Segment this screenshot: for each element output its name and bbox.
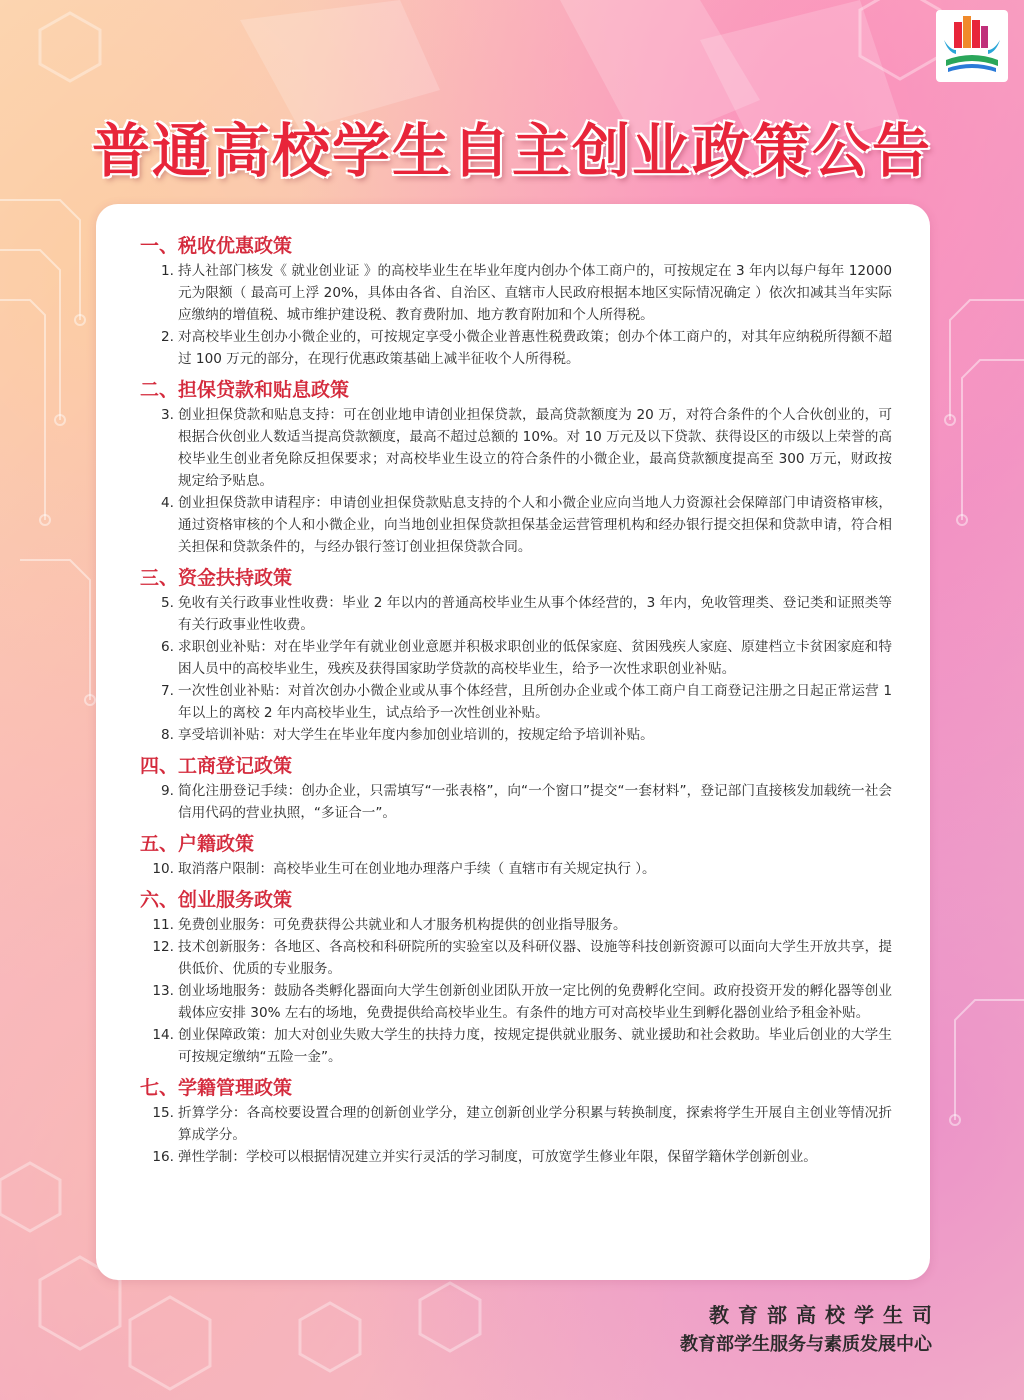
page-title: 普通高校学生自主创业政策公告 — [91, 117, 932, 185]
list-item — [140, 1024, 892, 1068]
item-text: 创业场地服务：鼓励各类孵化器面向大学生创新创业团队开放一定比例的免费孵化空间。政府投资开发的孵化器等创业载体应安排 30% 左右的场地，免费提供给高校毕业生。有条件的地方可对高校毕业生到孵化器创业给予租金补贴。 — [178, 983, 892, 1021]
list-item — [140, 260, 892, 326]
item-text: 免费创业服务：可免费获得公共就业和人才服务机构提供的创业指导服务。 — [178, 917, 627, 933]
list-item — [140, 592, 892, 636]
item-text: 简化注册登记手续：创办企业，只需填写“一张表格”，向“一个窗口”提交“一套材料”，登记部门直接核发加载统一社会信用代码的营业执照，“多证合一”。 — [178, 783, 892, 821]
item-number: 15. — [152, 1105, 174, 1121]
list-item — [140, 1102, 892, 1146]
item-number: 14. — [152, 1027, 174, 1043]
section-heading: 五、户籍政策 — [140, 833, 255, 855]
item-text: 免收有关行政事业性收费：毕业 2 年以内的普通高校毕业生从事个体经营的，3 年内，免收管理类、登记类和证照类等有关行政事业性收费。 — [178, 595, 892, 633]
list-item — [140, 636, 892, 680]
item-text: 创业担保贷款申请程序：申请创业担保贷款贴息支持的个人和小微企业应向当地人力资源社会保障部门申请资格审核，通过资格审核的个人和小微企业，向当地创业担保贷款担保基金运营管理机构和经办银行提交担保和贷款申请，符合相关担保和贷款条件的，与经办银行签订创业担保贷款合同。 — [178, 495, 892, 555]
item-number: 1. — [161, 263, 174, 279]
list-item — [140, 780, 892, 824]
item-number: 6. — [161, 639, 174, 655]
item-number: 9. — [161, 783, 174, 799]
list-item — [140, 914, 892, 936]
logo — [936, 10, 1008, 82]
section-heading: 三、资金扶持政策 — [140, 567, 293, 589]
item-number: 3. — [161, 407, 174, 423]
item-text: 弹性学制：学校可以根据情况建立并实行灵活的学习制度，可放宽学生修业年限，保留学籍休学创新创业。 — [178, 1149, 817, 1165]
item-text: 折算学分：各高校要设置合理的创新创业学分，建立创新创业学分积累与转换制度，探索将学生开展自主创业等情况折算成学分。 — [178, 1105, 892, 1143]
issuer-line-1: 教育部高校学生司 — [709, 1303, 941, 1327]
list-item — [140, 936, 892, 980]
section-heading: 四、工商登记政策 — [140, 755, 293, 777]
policy-list — [140, 232, 892, 1168]
item-text: 一次性创业补贴：对首次创办小微企业或从事个体经营，且所创办企业或个体工商户自工商登记注册之日起正常运营 1 年以上的离校 2 年内高校毕业生，试点给予一次性创业补贴。 — [178, 683, 892, 721]
item-number: 16. — [152, 1149, 174, 1165]
item-number: 8. — [161, 727, 174, 743]
item-text: 创业担保贷款和贴息支持：可在创业地申请创业担保贷款，最高贷款额度为 20 万，对符合条件的个人合伙创业的，可根据合伙创业人数适当提高贷款额度，最高不超过总额的 10%。对 10 万元及以下贷款、获得设区的市级以上荣誉的高校毕业生创业者免除反担保要求；对高校毕业生设立的符合条件的小微企业，最高贷款额度提高至 300 万元，财政按规定给予贴息。 — [178, 407, 892, 489]
list-item — [140, 326, 892, 370]
list-item — [140, 1146, 892, 1168]
list-item — [140, 680, 892, 724]
list-item — [140, 492, 892, 558]
item-text: 持人社部门核发《 就业创业证 》的高校毕业生在毕业年度内创办个体工商户的，可按规定在 3 年内以每户每年 12000 元为限额（ 最高可上浮 20%，具体由各省、自治区、直辖市人民政府根据本地区实际情况确定 ）依次扣减其当年实际应缴纳的增值税、城市维护建设税、教育费附加、地方教育附加和个人所得税。 — [178, 263, 892, 323]
city-logo-icon — [936, 10, 1008, 82]
item-number: 13. — [152, 983, 174, 999]
section-heading: 七、学籍管理政策 — [140, 1077, 293, 1099]
item-text: 取消落户限制：高校毕业生可在创业地办理落户手续（ 直辖市有关规定执行 ）。 — [178, 861, 656, 877]
item-number: 12. — [152, 939, 174, 955]
section-heading: 六、创业服务政策 — [140, 889, 293, 911]
item-number: 4. — [161, 495, 174, 511]
item-number: 2. — [161, 329, 174, 345]
item-text: 技术创新服务：各地区、各高校和科研院所的实验室以及科研仪器、设施等科技创新资源可以面向大学生开放共享，提供低价、优质的专业服务。 — [178, 939, 892, 977]
item-text: 创业保障政策：加大对创业失败大学生的扶持力度，按规定提供就业服务、就业援助和社会救助。毕业后创业的大学生可按规定缴纳“五险一金”。 — [178, 1027, 892, 1065]
item-number: 7. — [161, 683, 174, 699]
list-item — [140, 858, 892, 880]
issuer-line-2: 教育部学生服务与素质发展中心 — [680, 1334, 932, 1355]
list-item — [140, 980, 892, 1024]
item-text: 求职创业补贴：对在毕业学年有就业创业意愿并积极求职创业的低保家庭、贫困残疾人家庭、原建档立卡贫困家庭和特困人员中的高校毕业生，残疾及获得国家助学贷款的高校毕业生，给予一次性求职创业补贴。 — [178, 639, 892, 677]
issuer-signature — [560, 1300, 941, 1360]
item-text: 对高校毕业生创办小微企业的，可按规定享受小微企业普惠性税费政策；创办个体工商户的，对其年应纳税所得额不超过 100 万元的部分，在现行优惠政策基础上减半征收个人所得税。 — [178, 329, 892, 367]
item-text: 享受培训补贴：对大学生在毕业年度内参加创业培训的，按规定给予培训补贴。 — [178, 727, 654, 743]
item-number: 11. — [152, 917, 174, 933]
list-item — [140, 404, 892, 492]
section-heading: 一、税收优惠政策 — [140, 235, 293, 257]
section-heading: 二、担保贷款和贴息政策 — [140, 379, 350, 401]
item-number: 5. — [161, 595, 174, 611]
list-item — [140, 724, 892, 746]
item-number: 10. — [152, 861, 174, 877]
